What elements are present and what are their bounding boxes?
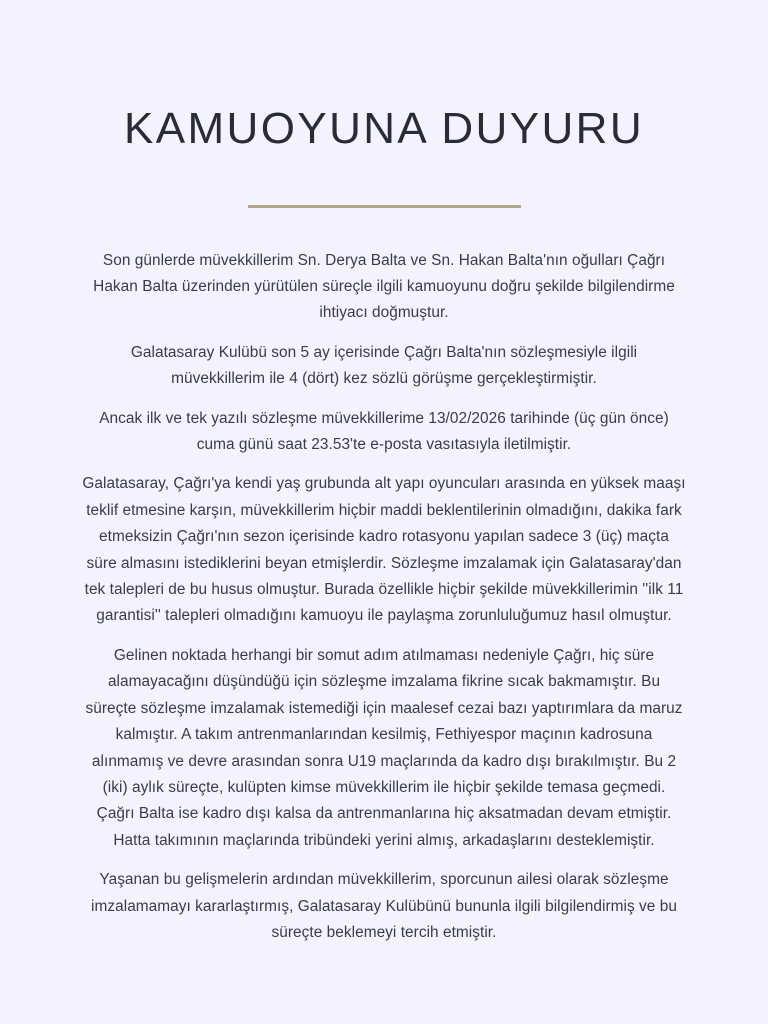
paragraph-4: Galatasaray, Çağrı'ya kendi yaş grubunda alt yapı oyuncuları arasında en yüksek maaşı teklif etmesine karşın, müvekkillerim hiçbir maddi beklentilerinin olmadığını, dakika fark etmeksizin Çağrı'nın sezon içerisinde kadro rotasyonu yapılan sadece 3 (üç) maçta süre almasını istediklerini beyan etmişlerdir. Sözleşme imzalamak için Galatasaray'dan tek talepleri de bu husus olmuştur. Burada özellikle hiçbir şekilde müvekkillerimin ''ilk 11 garantisi'' talepleri olmadığını kamuoyu ile paylaşma zorunluluğumuz hasıl olmuştur. (82, 475, 686, 625)
paragraph-3: Ancak ilk ve tek yazılı sözleşme müvekkillerime 13/02/2026 tarihinde (üç gün önce) cuma günü saat 23.53'te e-posta vasıtasıyla iletilmiştir. (99, 409, 669, 454)
page-title: KAMUOYUNA DUYURU (123, 104, 644, 153)
document-body (82, 208, 686, 947)
paragraph-5: Gelinen noktada herhangi bir somut adım atılmaması nedeniyle Çağrı, hiç süre alamayacağını düşündüğü için sözleşme imzalama fikrine sıcak bakmamıştır. Bu süreçte sözleşme imzalamak istemediği için maalesef cezai bazı yaptırımlara da maruz kalmıştır. A takım antrenmanlarından kesilmiş, Fethiyespor maçının kadrosuna alınmamış ve devre arasından sonra U19 maçlarında da kadro dışı bırakılmıştır. Bu 2 (iki) aylık süreçte, kulüpten kimse müvekkillerim ile hiçbir şekilde temasa geçmedi. Çağrı Balta ise kadro dışı kalsa da antrenmanlarına hiç aksatmadan devam etmiştir. Hatta takımının maçlarında tribündeki yerini almış, arkadaşlarını desteklemiştir. (85, 646, 683, 849)
document-header (0, 0, 768, 208)
paragraph-2: Galatasaray Kulübü son 5 ay içerisinde Çağrı Balta'nın sözleşmesiyle ilgili müvekkillerim ile 4 (dört) kez sözlü görüşme gerçekleştirmiştir. (130, 343, 638, 388)
paragraph-6: Yaşanan bu gelişmelerin ardından müvekkillerim, sporcunun ailesi olarak sözleşme imzalamamayı kararlaştırmış, Galatasaray Kulübünü bununla ilgili bilgilendirmiş ve bu süreçte beklemeyi tercih etmiştir. (91, 871, 677, 941)
paragraph-1: Son günlerde müvekkillerim Sn. Derya Balta ve Sn. Hakan Balta'nın oğulları Çağrı Hakan Balta üzerinden yürütülen süreçle ilgili kamuoyunu doğru şekilde bilgilendirme ihtiyacı doğmuştur. (93, 251, 675, 322)
